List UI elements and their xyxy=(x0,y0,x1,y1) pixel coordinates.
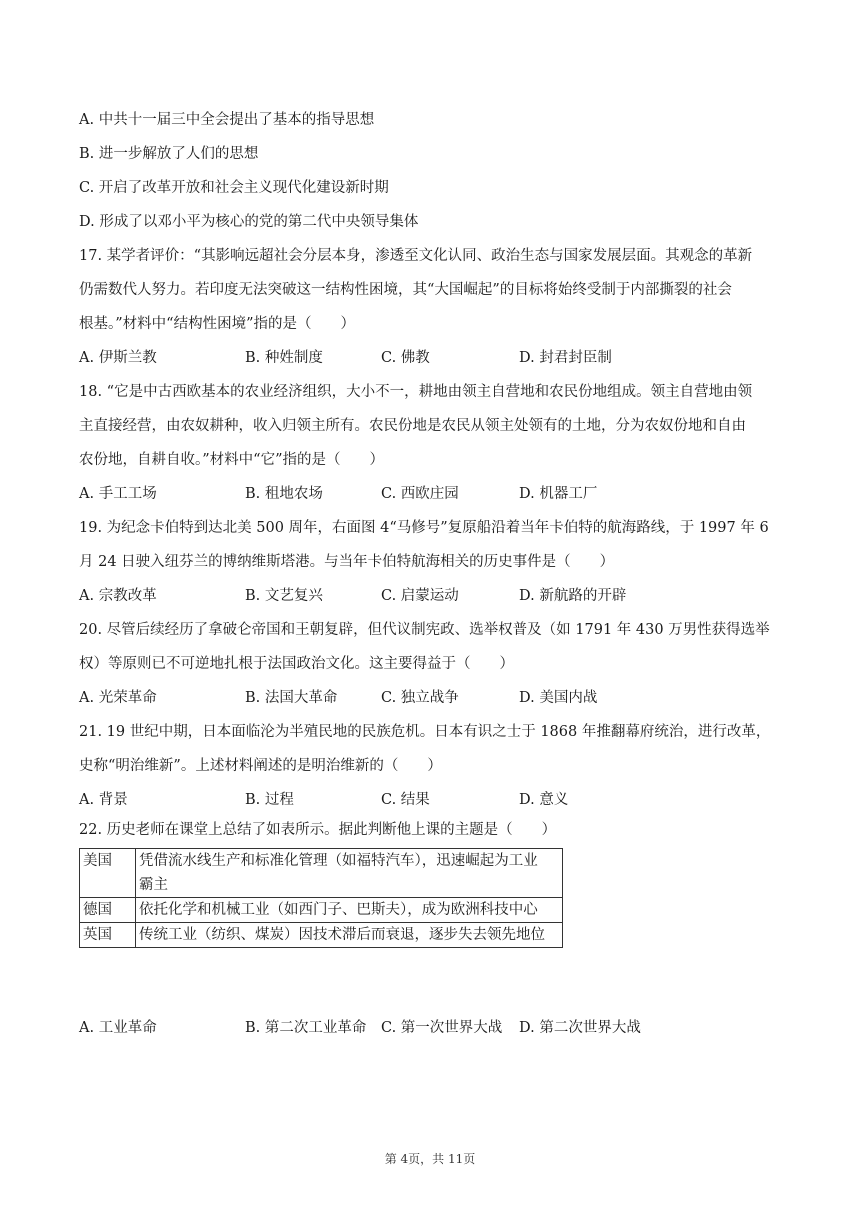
q19-option-b: B. 文艺复兴 xyxy=(245,588,323,604)
q19-options xyxy=(79,586,779,606)
q16-option-c: C. 开启了改革开放和社会主义现代化建设新时期 xyxy=(79,180,389,196)
q19-stem-line-2: 月 24 日驶入纽芬兰的博纳维斯塔港。与当年卡伯特航海相关的历史事件是（ ） xyxy=(79,554,615,570)
q22-table xyxy=(79,848,563,948)
q21-stem-line-1: 21. 19 世纪中期，日本面临沦为半殖民地的民族危机。日本有识之士于 1868 年推翻幕府统治，进行改革， xyxy=(79,724,771,740)
q18-stem-line-1: 18. “它是中古西欧基本的农业经济组织，大小不一，耕地由领主自营地和农民份地组成。领主自营地由领 xyxy=(79,384,753,400)
q18-stem-line-2: 主直接经营，由农奴耕种，收入归领主所有。农民份地是农民从领主处领有的土地，分为农奴份地和自由 xyxy=(79,418,746,434)
q22-option-b: B. 第二次工业革命 xyxy=(245,1020,367,1036)
q22-options xyxy=(79,1018,779,1038)
q21-option-b: B. 过程 xyxy=(245,792,294,808)
q16-option-b: B. 进一步解放了人们的思想 xyxy=(79,146,259,162)
q20-stem-line-2: 权）等原则已不可逆地扎根于法国政治文化。这主要得益于（ ） xyxy=(79,656,514,672)
q18-option-b: B. 租地农场 xyxy=(245,486,323,502)
q17-option-d: D. 封君封臣制 xyxy=(519,350,612,366)
q22-option-d: D. 第二次世界大战 xyxy=(519,1020,641,1036)
q20-option-b: B. 法国大革命 xyxy=(245,690,338,706)
table-cell-country: 美国 xyxy=(80,849,136,898)
table-cell-text-line: 传统工业（纺织、煤炭）因技术滞后而衰退，逐步失去领先地位 xyxy=(139,927,545,943)
table-row xyxy=(80,849,563,898)
q18-options xyxy=(79,484,779,504)
q17-option-b: B. 种姓制度 xyxy=(245,350,323,366)
q18-stem-line-3: 农份地，自耕自收。”材料中“它”指的是（ ） xyxy=(79,452,384,468)
q22-option-a: A. 工业革命 xyxy=(79,1020,157,1036)
q17-stem-line-2: 仍需数代人努力。若印度无法突破这一结构性困境，其“大国崛起”的目标将始终受制于内部撕裂的社会 xyxy=(79,282,732,298)
q17-option-a: A. 伊斯兰教 xyxy=(79,350,157,366)
q20-option-a: A. 光荣革命 xyxy=(79,690,157,706)
q17-stem-line-3: 根基。”材料中“结构性困境”指的是（ ） xyxy=(79,316,355,332)
q22-stem-line-1: 22. 历史老师在课堂上总结了如表所示。据此判断他上课的主题是（ ） xyxy=(79,822,557,838)
q19-stem-line-1: 19. 为纪念卡伯特到达北美 500 周年，右面图 4“马修号”复原船沿着当年卡伯特的航海路线，于 1997 年 6 xyxy=(79,520,769,536)
table-cell-description xyxy=(136,849,563,898)
table-row xyxy=(80,923,563,948)
page-footer: 第 4页，共 11页 xyxy=(384,1152,476,1166)
q18-option-c: C. 西欧庄园 xyxy=(381,486,459,502)
table-row xyxy=(80,898,563,923)
q17-option-c: C. 佛教 xyxy=(381,350,430,366)
q22-option-c: C. 第一次世界大战 xyxy=(381,1020,503,1036)
q21-option-c: C. 结果 xyxy=(381,792,430,808)
q20-options xyxy=(79,688,779,708)
q18-option-a: A. 手工工场 xyxy=(79,486,157,502)
table-cell-text-line: 依托化学和机械工业（如西门子、巴斯夫），成为欧洲科技中心 xyxy=(139,902,538,918)
table-cell-country: 德国 xyxy=(80,898,136,923)
q19-option-d: D. 新航路的开辟 xyxy=(519,588,627,604)
table-cell-description xyxy=(136,923,563,948)
table-cell-country: 英国 xyxy=(80,923,136,948)
q21-stem-line-2: 史称“明治维新”。上述材料阐述的是明治维新的（ ） xyxy=(79,758,442,774)
q19-option-c: C. 启蒙运动 xyxy=(381,588,459,604)
q20-stem-line-1: 20. 尽管后续经历了拿破仑帝国和王朝复辟，但代议制宪政、选举权普及（如 1791 年 430 万男性获得选举 xyxy=(79,622,770,638)
table-cell-text-line: 霸主 xyxy=(139,877,168,893)
table-cell-description xyxy=(136,898,563,923)
q21-option-a: A. 背景 xyxy=(79,792,128,808)
q21-option-d: D. 意义 xyxy=(519,792,569,808)
q20-option-c: C. 独立战争 xyxy=(381,690,459,706)
q16-option-d: D. 形成了以邓小平为核心的党的第二代中央领导集体 xyxy=(79,214,419,230)
q20-option-d: D. 美国内战 xyxy=(519,690,598,706)
q18-option-d: D. 机器工厂 xyxy=(519,486,598,502)
q19-option-a: A. 宗教改革 xyxy=(79,588,157,604)
q17-options xyxy=(79,348,779,368)
q16-option-a: A. 中共十一届三中全会提出了基本的指导思想 xyxy=(79,112,375,128)
q21-options xyxy=(79,790,779,810)
q17-stem-line-1: 17. 某学者评价：“其影响远超社会分层本身，渗透至文化认同、政治生态与国家发展层面。其观念的革新 xyxy=(79,248,753,264)
table-cell-text-line: 凭借流水线生产和标准化管理（如福特汽车），迅速崛起为工业 xyxy=(139,853,538,869)
